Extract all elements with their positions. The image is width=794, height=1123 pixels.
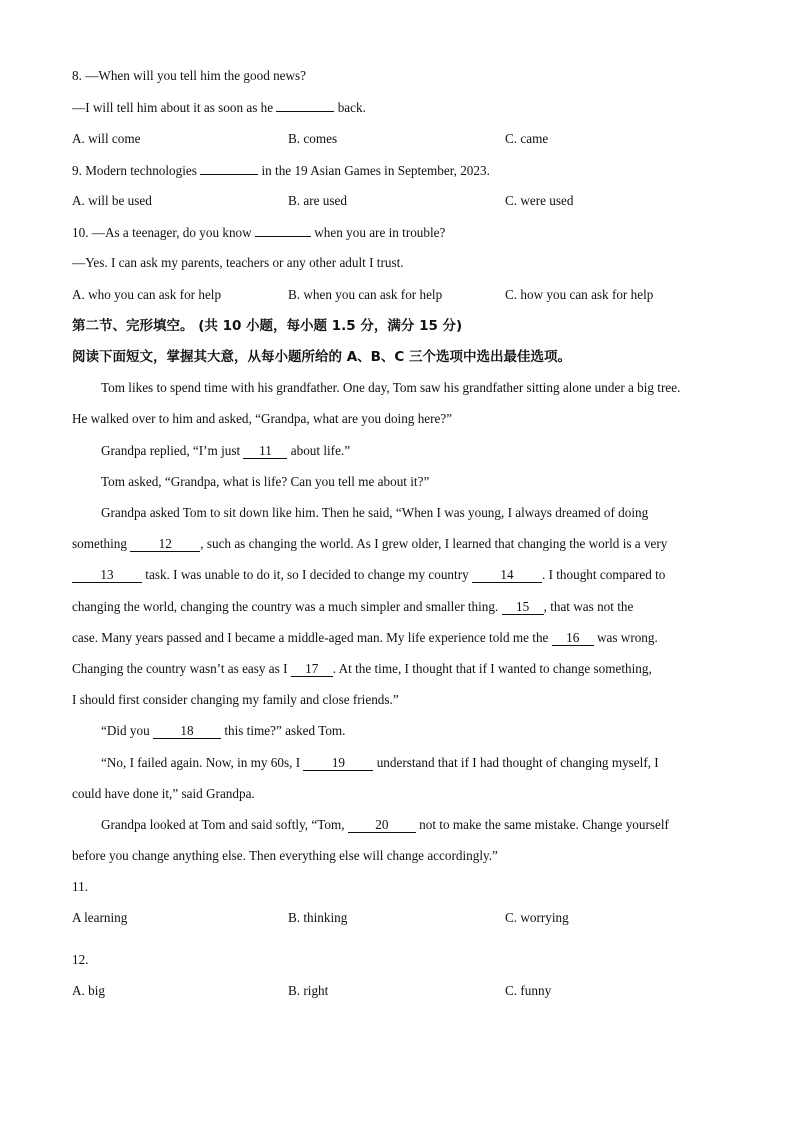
blank-20[interactable]: 20: [348, 818, 416, 833]
q12-option-a[interactable]: A. big: [72, 983, 105, 998]
q8-answer-text: —I will tell him about it as soon as he: [72, 100, 274, 115]
passage-line: Tom asked, “Grandpa, what is life? Can you tell me about it?”: [101, 474, 430, 489]
q10-option-c[interactable]: C. how you can ask for help: [505, 287, 654, 302]
passage-text: something: [72, 536, 127, 551]
passage-text: case. Many years passed and I became a middle-aged man. My life experience told me the: [72, 630, 549, 645]
passage-text: this time?” asked Tom.: [224, 723, 346, 738]
q10-reply: —Yes. I can ask my parents, teachers or any other adult I trust.: [72, 255, 404, 270]
passage-text: Grandpa looked at Tom and said softly, “Tom,: [101, 817, 345, 832]
q9-stem: [72, 162, 490, 179]
passage-text: Grandpa replied, “I’m just: [101, 443, 241, 458]
q9-stem-text: 9. Modern technologies: [72, 163, 197, 178]
question-number-11: 11.: [72, 879, 88, 894]
q8-answer-line: [72, 99, 366, 116]
passage-line: [72, 599, 633, 615]
q11-option-a[interactable]: A learning: [72, 910, 128, 925]
q11-option-c[interactable]: C. worrying: [505, 910, 569, 925]
passage-text: not to make the same mistake. Change yourself: [419, 817, 669, 832]
passage-line: [72, 536, 667, 552]
passage-line: [72, 661, 652, 677]
passage-line: Tom likes to spend time with his grandfather. One day, Tom saw his grandfather sitting alone under a big tree.: [101, 380, 681, 395]
passage-line: before you change anything else. Then everything else will change accordingly.”: [72, 848, 498, 863]
q12-option-c[interactable]: C. funny: [505, 983, 552, 998]
q10-option-b[interactable]: B. when you can ask for help: [288, 287, 443, 302]
q9-option-b[interactable]: B. are used: [288, 193, 347, 208]
passage-text: “Did you: [101, 723, 150, 738]
blank-17[interactable]: 17: [291, 662, 333, 677]
passage-line: [101, 817, 669, 833]
q8-answer-after: back.: [337, 100, 366, 115]
q8-option-b[interactable]: B. comes: [288, 131, 338, 146]
passage-text: about life.”: [290, 443, 351, 458]
blank-11[interactable]: 11: [243, 444, 287, 459]
passage-text: changing the world, changing the country was a much simpler and smaller thing.: [72, 599, 499, 614]
blank-18[interactable]: 18: [153, 724, 221, 739]
blank-19[interactable]: 19: [303, 756, 373, 771]
passage-line: [72, 630, 658, 646]
q12-option-b[interactable]: B. right: [288, 983, 329, 998]
passage-line: I should first consider changing my family and close friends.”: [72, 692, 399, 707]
q10-stem-after: when you are in trouble?: [314, 225, 446, 240]
q8-option-c[interactable]: C. came: [505, 131, 549, 146]
passage-text: . I thought compared to: [541, 567, 666, 582]
q10-blank[interactable]: [255, 224, 311, 237]
passage-text: , such as changing the world. As I grew older, I learned that changing the world is a very: [200, 536, 668, 551]
q11-option-b[interactable]: B. thinking: [288, 910, 348, 925]
passage-line: [101, 443, 350, 459]
q9-option-a[interactable]: A. will be used: [72, 193, 152, 208]
passage-line: could have done it,” said Grandpa.: [72, 786, 255, 801]
passage-text: Changing the country wasn’t as easy as I: [72, 661, 288, 676]
section-title: 第二节、完形填空。 (共 10 小题，每小题 1.5 分，满分 15 分): [72, 318, 463, 334]
q9-stem-after: in the 19 Asian Games in September, 2023.: [261, 163, 490, 178]
blank-12[interactable]: 12: [130, 537, 200, 552]
q8-option-a[interactable]: A. will come: [72, 131, 141, 146]
passage-text: task. I was unable to do it, so I decided to change my country: [145, 567, 469, 582]
passage-text: “No, I failed again. Now, in my 60s, I: [101, 755, 301, 770]
q10-option-a[interactable]: A. who you can ask for help: [72, 287, 222, 302]
passage-text: , that was not the: [543, 599, 634, 614]
q9-blank[interactable]: [200, 162, 258, 175]
section-instruction: 阅读下面短文，掌握其大意，从每小题所给的 A、B、C 三个选项中选出最佳选项。: [72, 349, 572, 365]
passage-line: [101, 723, 345, 739]
q10-stem: [72, 224, 445, 241]
q8-blank[interactable]: [276, 99, 334, 112]
q8-stem: 8. —When will you tell him the good news?: [72, 68, 307, 83]
passage-line: Grandpa asked Tom to sit down like him. Then he said, “When I was young, I always dreamed of doing: [101, 505, 649, 520]
q10-stem-text: 10. —As a teenager, do you know: [72, 225, 252, 240]
blank-15[interactable]: 15: [502, 600, 544, 615]
passage-text: was wrong.: [596, 630, 658, 645]
question-number-12: 12.: [72, 952, 89, 967]
passage-text: understand that if I had thought of changing myself, I: [376, 755, 659, 770]
q9-option-c[interactable]: C. were used: [505, 193, 574, 208]
blank-13[interactable]: 13: [72, 568, 142, 583]
passage-line: [72, 567, 665, 583]
passage-line: He walked over to him and asked, “Grandpa, what are you doing here?”: [72, 411, 453, 426]
passage-line: [101, 755, 659, 771]
blank-14[interactable]: 14: [472, 568, 542, 583]
passage-text: . At the time, I thought that if I wanted to change something,: [332, 661, 652, 676]
blank-16[interactable]: 16: [552, 631, 594, 646]
